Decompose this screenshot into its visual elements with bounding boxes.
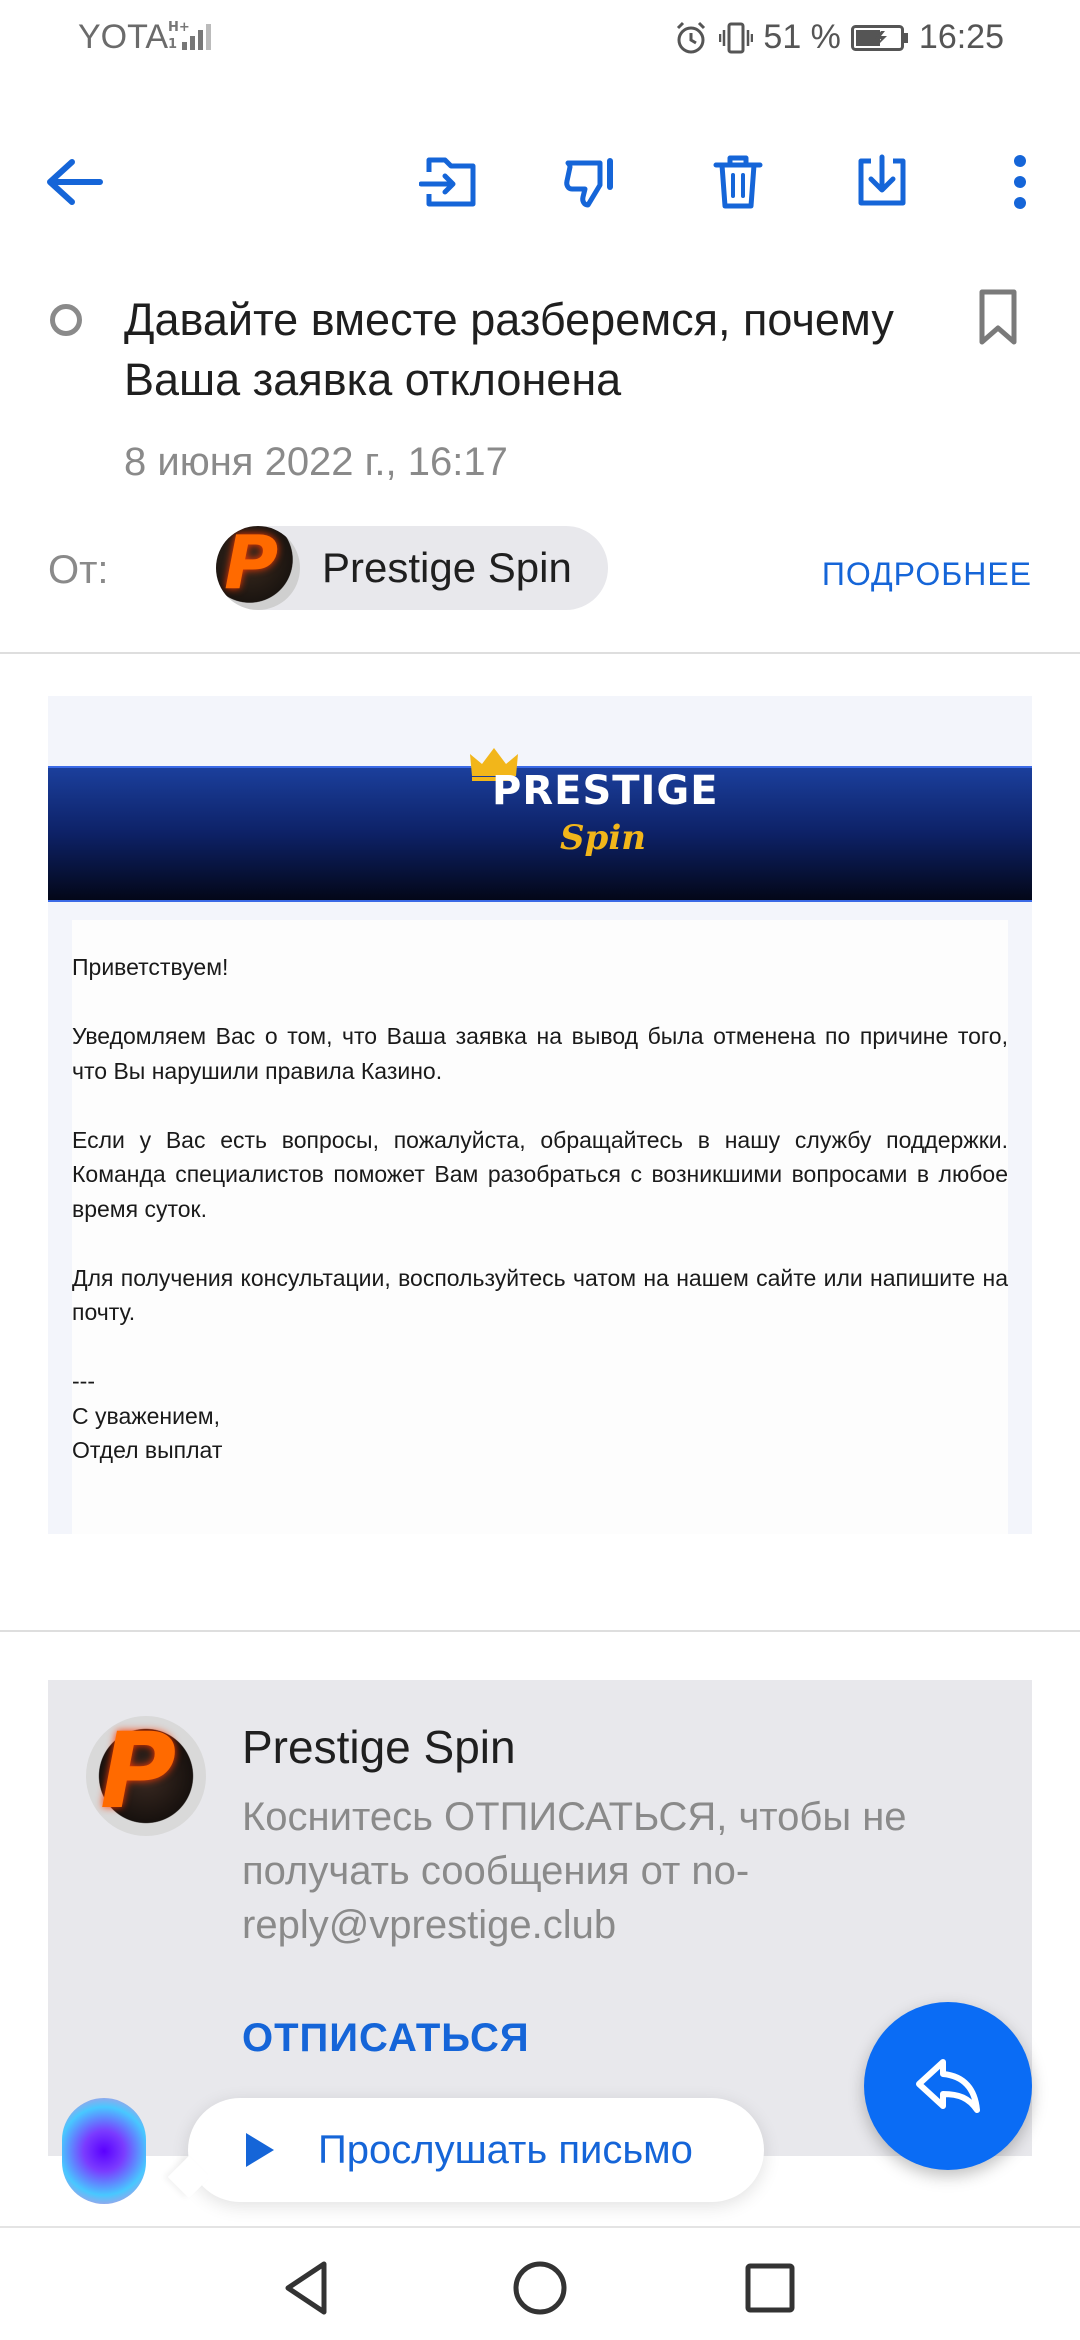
sender-name: Prestige Spin <box>322 544 572 591</box>
thumbs-down-icon <box>562 153 622 211</box>
logo-text-bottom: Spin <box>560 818 646 858</box>
email-paragraph-2: Если у Вас есть вопросы, пожалуйста, обращайтесь в нашу службу поддержки. Команда специалистов поможет Вам разобраться с возникшими вопросами в любое время суток. <box>72 1126 1008 1222</box>
archive-button[interactable] <box>850 150 914 214</box>
carrier-label: YOTA <box>78 18 169 56</box>
email-greeting: Приветствуем! <box>72 954 229 980</box>
vibrate-icon <box>719 20 753 56</box>
reply-icon <box>913 2056 983 2116</box>
listen-message-label: Прослушать письмо <box>318 2127 693 2172</box>
sender-avatar <box>216 526 300 610</box>
back-arrow-icon <box>44 156 104 208</box>
email-paragraph-3: Для получения консультации, воспользуйтесь чатом на нашем сайте или напишите на почту. <box>72 1264 1008 1325</box>
message-subject: Давайте вместе разберемся, почему Ваша заявка отклонена <box>124 294 894 405</box>
svg-text:H+: H+ <box>168 20 190 35</box>
spam-button[interactable] <box>560 150 624 214</box>
nav-back-icon[interactable] <box>278 2258 338 2318</box>
status-bar <box>0 0 1080 72</box>
email-closing: С уважением, <box>72 1402 220 1429</box>
signal-icon <box>168 18 220 52</box>
message-date: 8 июня 2022 г., 16:17 <box>124 440 508 484</box>
unsubscribe-description: Коснитесь ОТПИСАТЬСЯ, чтобы не получать сообщения от no-reply@vprestige.club <box>242 1795 907 1947</box>
nav-home-icon[interactable] <box>510 2258 570 2318</box>
trash-icon <box>712 153 764 211</box>
email-paragraph-1: Уведомляем Вас о том, что Ваша заявка на вывод была отменена по причине того, что Вы нарушили правила Казино. <box>72 1023 1008 1084</box>
bookmark-icon[interactable] <box>976 288 1020 346</box>
email-content <box>48 696 1032 1534</box>
unread-indicator[interactable] <box>50 304 82 336</box>
clock: 16:25 <box>918 18 1004 56</box>
prestige-spin-logo <box>468 746 719 866</box>
download-icon <box>853 153 911 211</box>
email-separator: --- <box>72 1368 95 1394</box>
listen-message-button[interactable] <box>188 2098 764 2202</box>
more-vert-icon <box>1012 153 1028 211</box>
alarm-icon <box>673 20 709 56</box>
avatar-p-icon: P <box>100 1716 177 1832</box>
nav-recents-icon[interactable] <box>740 2258 800 2318</box>
divider <box>0 1630 1080 1632</box>
move-to-folder-icon <box>419 154 481 210</box>
avatar-p-icon: P <box>224 526 279 606</box>
system-nav-bar <box>0 2226 1080 2340</box>
status-right <box>673 18 1004 57</box>
sender-chip[interactable] <box>216 526 608 610</box>
battery-icon <box>851 23 909 53</box>
email-department: Отдел выплат <box>72 1437 223 1463</box>
reply-button[interactable] <box>864 2002 1032 2170</box>
battery-percent: 51 % <box>763 18 841 56</box>
unsubscribe-sender-name: Prestige Spin <box>242 1721 516 1773</box>
more-options-button[interactable] <box>988 150 1052 214</box>
assistant-orb-icon[interactable] <box>62 2098 146 2204</box>
delete-button[interactable] <box>706 150 770 214</box>
svg-text:1: 1 <box>168 37 178 52</box>
back-button[interactable] <box>42 150 106 214</box>
email-text <box>72 920 1008 1534</box>
details-link[interactable]: ПОДРОБНЕЕ <box>821 556 1032 592</box>
sender-avatar-large <box>86 1716 206 1836</box>
message-toolbar <box>0 140 1080 220</box>
unsubscribe-button[interactable]: ОТПИСАТЬСЯ <box>242 2016 530 2060</box>
logo-text-top: PRESTIGE <box>492 768 719 814</box>
move-to-folder-button[interactable] <box>418 150 482 214</box>
divider <box>0 652 1080 654</box>
play-icon <box>242 2130 278 2170</box>
from-label: От: <box>48 548 109 592</box>
